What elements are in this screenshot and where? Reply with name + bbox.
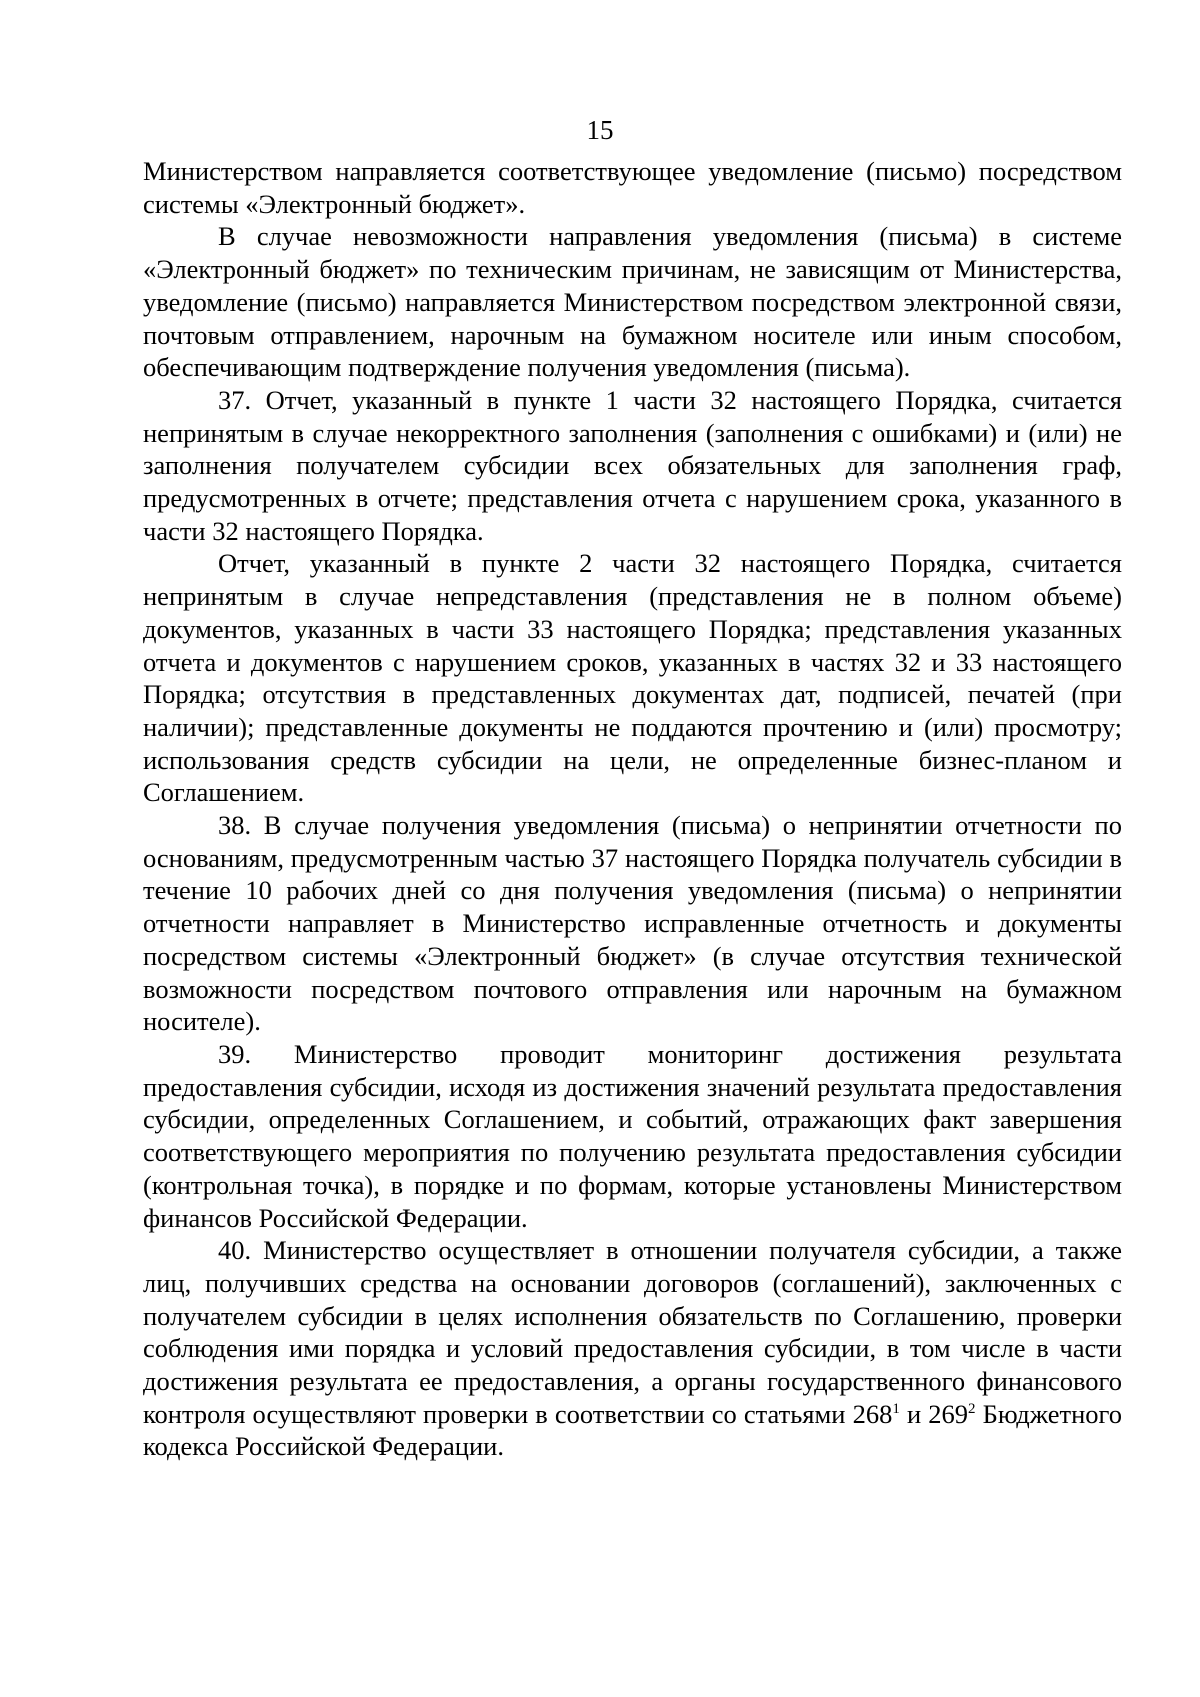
paragraph-40-ending: Бюджетного кодекса Российской Федерации.	[143, 1398, 1122, 1462]
conjunction: и	[899, 1398, 929, 1429]
paragraph-38: 38. В случае получения уведомления (письма) о непринятии отчетности по основаниям, предусмотренным частью 37 настоящего Порядка получатель субсидии в течение 10 рабочих дней со дня получения уведомления (письма) о непринятии отчетности направляет в Министерство исправленные отчетность и документы посредством системы «Электронный бюджет» (в случае отсутствия технической возможности посредством почтового отправления или нарочным на бумажном носителе).	[143, 810, 1122, 1037]
paragraph-notification-fallback: В случае невозможности направления уведомления (письма) в системе «Электронный бюджет» по техническим причинам, не зависящим от Министерства, уведомление (письмо) направляется Министерством посредством электронной связи, почтовым отправлением, нарочным на бумажном носителе или иным способом, обеспечивающим подтверждение получения уведомления (письма).	[143, 221, 1122, 383]
article-268: 268	[852, 1398, 893, 1429]
page-number: 15	[586, 115, 614, 145]
paragraph-37-report-2: Отчет, указанный в пункте 2 части 32 настоящего Порядка, считается непринятым в случае непредставления (представления не в полном объеме) документов, указанных в части 33 настоящего Порядка; представления указанных отчета и документов с нарушением сроков, указанных в частях 32 и 33 настоящего Порядка; отсутствия в представленных документах дат, подписей, печатей (при наличии); представленные документы не поддаются прочтению и (или) просмотру; использования средств субсидии на цели, не определенные бизнес-планом и Соглашением.	[143, 548, 1122, 808]
paragraph-39: 39. Министерство проводит мониторинг достижения результата предоставления субсидии, исходя из достижения значений результата предоставления субсидии, определенных Соглашением, и событий, отражающих факт завершения соответствующего мероприятия по получению результата предоставления субсидии (контрольная точка), в порядке и по формам, которые установлены Министерством финансов Российской Федерации.	[143, 1038, 1122, 1233]
document-body	[143, 155, 1122, 1463]
article-269: 269	[928, 1398, 969, 1429]
article-269-superscript: 2	[968, 1400, 976, 1417]
article-268-superscript: 1	[892, 1400, 900, 1417]
paragraph-40-text: 40. Министерство осуществляет в отношении получателя субсидии, а также лиц, получивших средства на основании договоров (соглашений), заключенных с получателем субсидии в целях исполнения обязательств по Соглашению, проверки соблюдения ими порядка и условий предоставления субсидии, в том числе в части достижения результата ее предоставления, а органы государственного финансового контроля осуществляют проверки в соответствии со статьями	[143, 1235, 1122, 1429]
paragraph-40	[143, 1234, 1122, 1463]
paragraph-37: 37. Отчет, указанный в пункте 1 части 32 настоящего Порядка, считается непринятым в случае некорректного заполнения (заполнения с ошибками) и (или) не заполнения получателем субсидии всех обязательных для заполнения граф, предусмотренных в отчете; представления отчета с нарушением срока, указанного в части 32 настоящего Порядка.	[143, 384, 1122, 546]
paragraph-continuation: Министерством направляется соответствующее уведомление (письмо) посредством системы «Электронный бюджет».	[143, 156, 1122, 219]
